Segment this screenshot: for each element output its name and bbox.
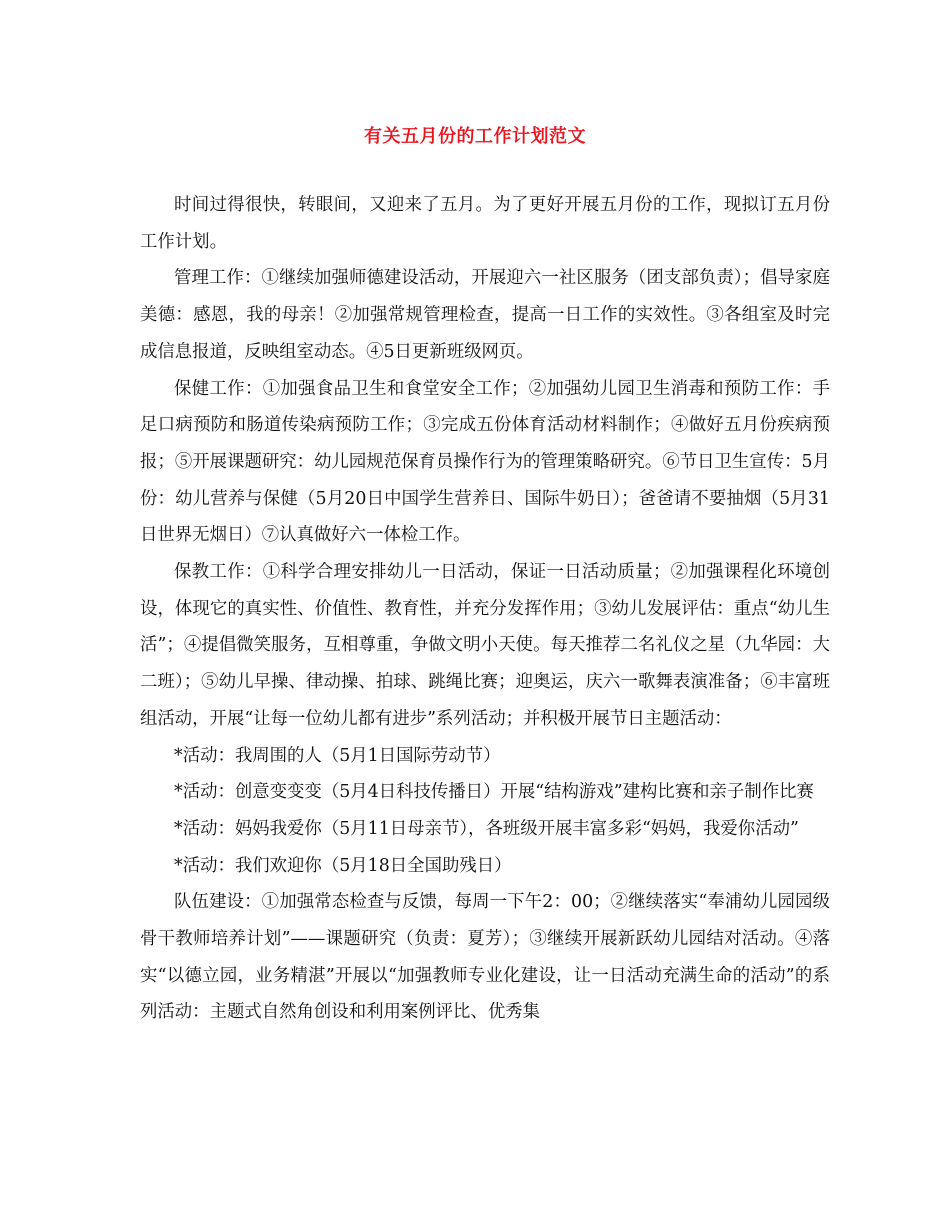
document-body [140, 187, 830, 1031]
team-building-paragraph: 队伍建设：①加强常态检查与反馈，每周一下午2：00；②继续落实“奉浦幼儿园园级骨干教师培养计划”——课题研究（负责：夏芳）；③继续开展新跃幼儿园结对活动。④落实“以德立园，业务精湛”开展以“加强教师专业化建设，让一日活动充满生命的活动”的系列活动：主题式自然角创设和利用案例评比、优秀集 [140, 892, 830, 1023]
activity-item: *活动：创意变变变（5月4日科技传播日）开展“结构游戏”建构比赛和亲子制作比赛 [174, 782, 814, 803]
intro-paragraph: 时间过得很快，转眼间，又迎来了五月。为了更好开展五月份的工作，现拟订五月份工作计划。 [140, 195, 830, 252]
activity-item: *活动：妈妈我爱你（5月11日母亲节），各班级开展丰富多彩“妈妈，我爱你活动” [174, 818, 799, 839]
page-title: 有关五月份的工作计划范文 [364, 126, 586, 147]
activity-item: *活动：我们欢迎你（5月18日全国助残日） [174, 855, 512, 876]
care-education-paragraph: 保教工作：①科学合理安排幼儿一日活动，保证一日活动质量；②加强课程化环境创设，体现它的真实性、价值性、教育性，并充分发挥作用；③幼儿发展评估：重点“幼儿生活”；④提倡微笑服务，互相尊重，争做文明小天使。每天推荐二名礼仪之星（九华园：大二班）；⑤幼儿早操、律动操、拍球、跳绳比赛；迎奥运，庆六一歌舞表演准备；⑥丰富班组活动，开展“让每一位幼儿都有进步”系列活动；并积极开展节日主题活动： [140, 562, 830, 729]
management-paragraph: 管理工作：①继续加强师德建设活动，开展迎六一社区服务（团支部负责）；倡导家庭美德：感恩，我的母亲！②加强常规管理检查，提高一日工作的实效性。③各组室及时完成信息报道，反映组室动态。④5日更新班级网页。 [140, 268, 830, 362]
healthcare-paragraph: 保健工作：①加强食品卫生和食堂安全工作；②加强幼儿园卫生消毒和预防工作：手足口病预防和肠道传染病预防工作；③完成五份体育活动材料制作；④做好五月份疾病预报；⑤开展课题研究：幼儿园规范保育员操作行为的管理策略研究。⑥节日卫生宣传：5月份：幼儿营养与保健（5月20日中国学生营养日、国际牛奶日）；爸爸请不要抽烟（5月31日世界无烟日）⑦认真做好六一体检工作。 [140, 378, 830, 546]
activity-item: *活动：我周围的人（5月1日国际劳动节） [174, 745, 501, 766]
